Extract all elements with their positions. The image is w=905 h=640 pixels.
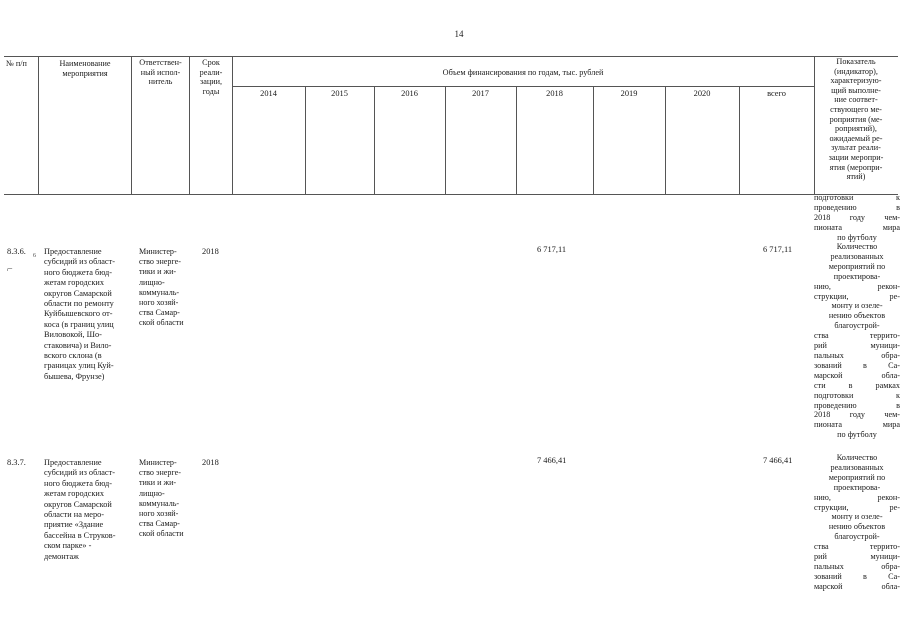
page-number: 14 xyxy=(454,29,464,39)
year-2015: 2015 xyxy=(331,89,348,98)
header-bottom-border xyxy=(4,194,898,195)
value-2018: 6 717,11 xyxy=(537,245,567,254)
header-name: Наименование мероприятия xyxy=(59,59,111,78)
year-2020: 2020 xyxy=(693,89,711,98)
row-number: 8.3.6. xyxy=(7,247,26,256)
row-number: 8.3.7. xyxy=(7,458,26,467)
row-indicator: Количество реализованных мероприятий по проектирова- нию, рекон- струкции, ре- монту и озеле- нению объектов благоустрой- ства террито- рий муници- пальных обра- зований в Са- марской обла- xyxy=(814,453,900,591)
year-total: всего xyxy=(767,89,786,98)
header-number: № п/п xyxy=(6,59,27,68)
row-name: Предоставление субсидий из област- ного бюджета бюд- жетам городских округов Самарской области по ремонту Куйбышевского от- коса (в границ улиц Виловокой, Шо- стаковича) и Вило- вского склона (в границах улиц Куй- бышева, Фрунзе) xyxy=(44,247,115,381)
header-term: Срок реали- зации, годы xyxy=(199,58,223,96)
row-number-mark: 6 xyxy=(33,253,36,259)
row-executor: Министер- ство энерге- тики и жи- лищно- коммуналь- ного хозяй- ства Самар- ской области xyxy=(139,247,184,328)
value-2018: 7 466,41 xyxy=(537,456,567,465)
indicator-continuation: подготовки к проведению в 2018 году чем- пионата мира по футболу xyxy=(814,193,900,242)
year-2014: 2014 xyxy=(260,89,277,98)
year-2018: 2018 xyxy=(546,89,563,98)
year-2019: 2019 xyxy=(620,89,638,98)
header-executor: Ответствен- ный испол- нитель xyxy=(139,58,182,87)
year-2016: 2016 xyxy=(401,89,418,98)
row-name: Предоставление субсидий из област- ного бюджета бюд- жетам городских округов Самарской области на меро- приятие «Здание бассейна в Струков- ском парке» - демонтаж xyxy=(44,458,116,561)
year-2017: 2017 xyxy=(472,89,489,98)
row-term: 2018 xyxy=(202,458,219,467)
header-indicator: Показатель (индикатор), характеризую- щий выполне- ние соответ- ствующего ме- роприятия (ме- роприятий), ожидаемый ре- зультат реали- зации меропри- ятия (меропри- ятий) xyxy=(828,57,884,182)
header-financing: Объем финансирования по годам, тыс. рублей xyxy=(442,68,604,77)
header-top-border xyxy=(4,56,898,57)
value-total: 6 717,11 xyxy=(763,245,793,254)
row-executor: Министер- ство энерге- тики и жи- лищно- коммуналь- ного хозяй- ства Самар- ской области xyxy=(139,458,184,539)
margin-tick-mark: ⌐ xyxy=(7,264,13,275)
years-divider xyxy=(232,86,814,87)
value-total: 7 466,41 xyxy=(763,456,793,465)
row-term: 2018 xyxy=(202,247,219,256)
row-indicator: Количество реализованных мероприятий по проектирова- нию, рекон- струкции, ре- монту и озеле- нению объектов благоустрой- ства террито- рий муници- пальных обра- зований в Са- марской обла- сти в рамках подготовки к проведению в 2018 году чем- пионата мира по футболу xyxy=(814,242,900,440)
